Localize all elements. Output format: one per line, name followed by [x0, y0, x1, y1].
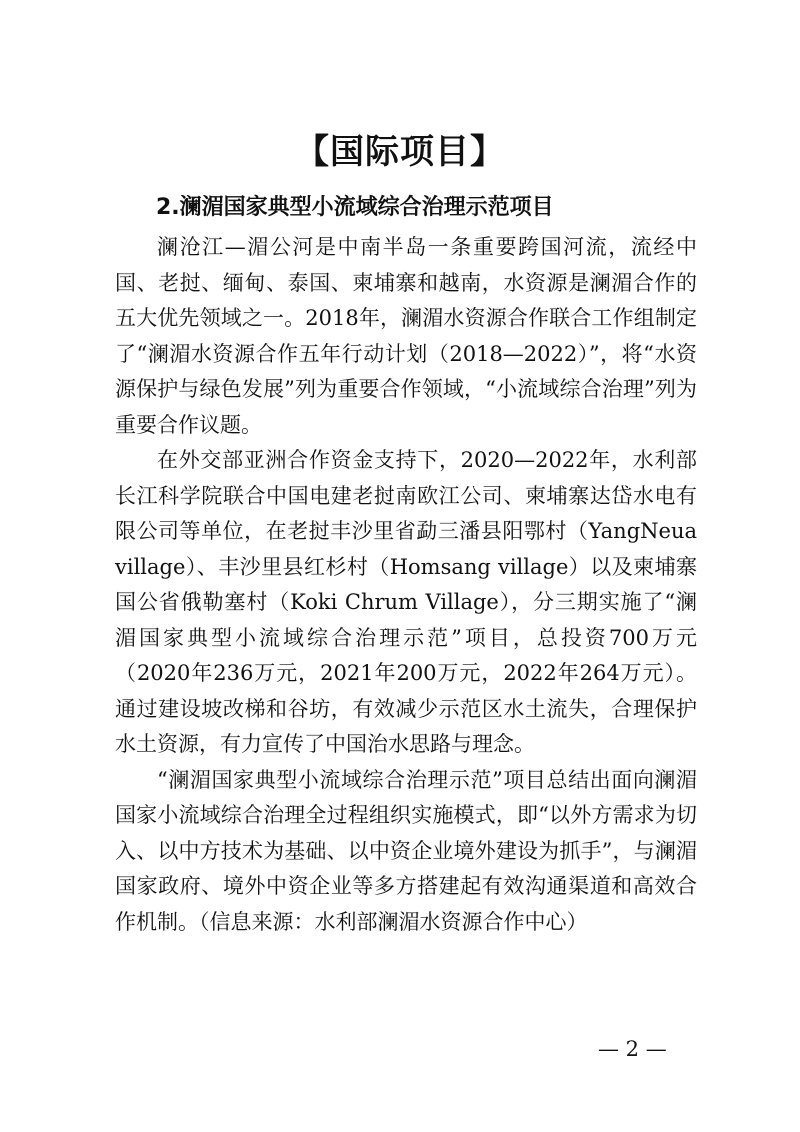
paragraph-implementation: 在外交部亚洲合作资金支持下，2020—2022年，水利部长江科学院联合中国电建老挝南欧江公司、柬埔寨达岱水电有限公司等单位，在老挝丰沙里省勐三潘县阳鄂村（YangNeua village）、丰沙里县红杉村（Homsang village）以及柬埔寨国公省俄勒塞村（Koki Chrum Village），分三期实施了“澜湄国家典型小流域综合治理示范”项目，总投资700万元（2020年236万元，2021年200万元，2022年264万元）。通过建设坡改梯和谷坊，有效减少示范区水土流失，合理保护水土资源，有力宣传了中国治水思路与理念。 [115, 448, 697, 756]
paragraph-summary: “澜湄国家典型小流域综合治理示范”项目总结出面向澜湄国家小流域综合治理全过程组织实施模式，即“以外方需求为切入、以中方技术为基础、以中资企业境外建设为抓手”，与澜湄国家政府、境外中资企业等多方搭建起有效沟通渠道和高效合作机制。（信息来源：水利部澜湄水资源合作中心） [115, 767, 697, 934]
paragraph-background: 澜沧江—湄公河是中南半岛一条重要跨国河流，流经中国、老挝、缅甸、泰国、柬埔寨和越南，水资源是澜湄合作的五大优先领域之一。2018年，澜湄水资源合作联合工作组制定了“澜湄水资源合作五年行动计划（2018—2022）”，将“水资源保护与绿色发展”列为重要合作领域，“小流域综合治理”列为重要合作议题。 [115, 235, 697, 437]
section-heading: 2.澜湄国家典型小流域综合治理示范项目 [156, 195, 554, 220]
body-text [115, 230, 697, 940]
page-title: 【国际项目】 [295, 132, 505, 172]
page-number: — 2 — [598, 1037, 667, 1061]
